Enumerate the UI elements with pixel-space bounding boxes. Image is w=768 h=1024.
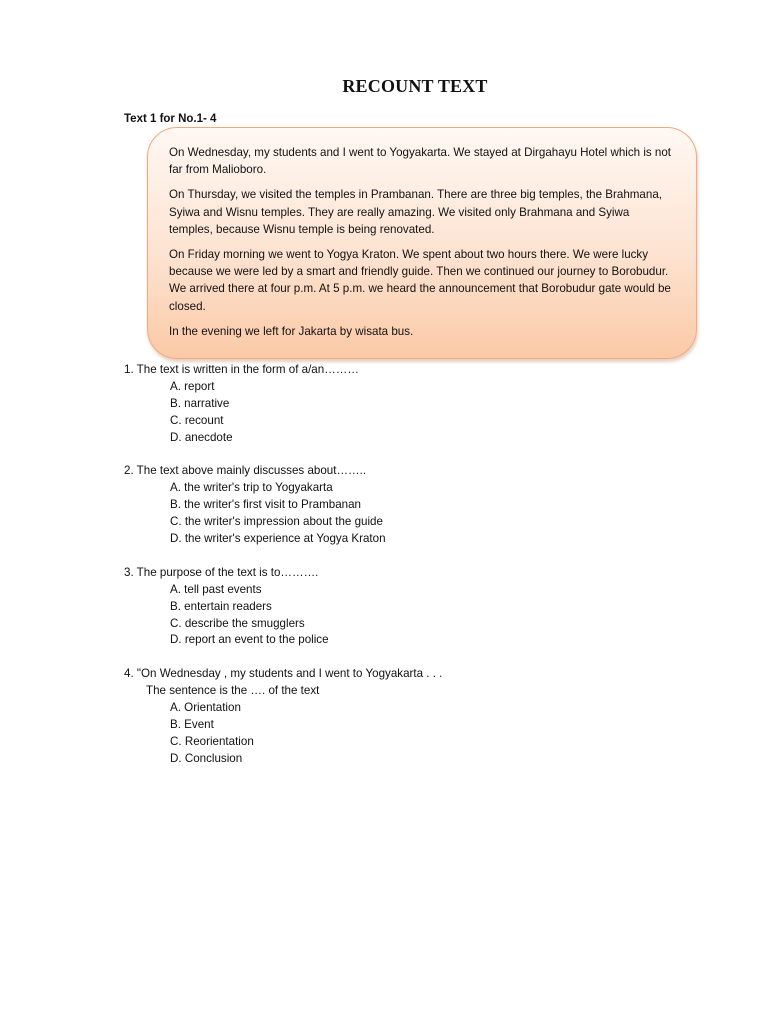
option-list <box>124 582 684 650</box>
option-c: C. the writer's impression about the guide <box>170 515 383 529</box>
option-b: B. the writer's first visit to Prambanan <box>170 498 361 512</box>
option-list <box>124 480 684 548</box>
option-d: D. Conclusion <box>170 751 243 765</box>
option-c: C. recount <box>170 413 224 427</box>
option-d: D. the writer's experience at Yogya Kraton <box>170 532 386 546</box>
option-c: C. describe the smugglers <box>170 616 305 630</box>
question-2 <box>124 463 684 548</box>
question-3 <box>124 565 684 650</box>
question-stem: 1. The text is written in the form of a/an……… <box>124 363 359 376</box>
story-box <box>147 127 697 359</box>
option-list <box>124 379 684 447</box>
option-list <box>124 700 684 768</box>
option-b: B. narrative <box>170 396 230 410</box>
page-title: RECOUNT TEXT <box>342 76 488 96</box>
option-b: B. entertain readers <box>170 599 272 613</box>
story-paragraph: On Thursday, we visited the temples in Prambanan. There are three big temples, the Brahmana, Syiwa and Wisnu temples. They are really amazing. We visited only Brahmana and Syiwa temples, because Wisnu temple is being renovated. <box>169 188 662 236</box>
question-1 <box>124 362 684 447</box>
story-paragraph: On Wednesday, my students and I went to Yogyakarta. We stayed at Dirgahayu Hotel which is not far from Malioboro. <box>169 146 672 177</box>
option-c: C. Reorientation <box>170 734 254 748</box>
story-paragraph: On Friday morning we went to Yogya Kraton. We spent about two hours there. We were lucky because we were led by a smart and friendly guide. Then we continued our journey to Borobudur. We arrived there at four p.m. At 5 p.m. we heard the announcement that Borobudur gate would be closed. <box>169 248 671 313</box>
text-subtitle: Text 1 for No.1- 4 <box>124 113 217 125</box>
question-stem-continued: The sentence is the …. of the text <box>146 684 320 698</box>
option-a: A. tell past events <box>170 582 262 596</box>
question-list <box>124 362 684 785</box>
option-a: A. the writer's trip to Yogyakarta <box>170 481 333 495</box>
option-a: A. report <box>170 379 215 393</box>
question-stem: 4. "On Wednesday , my students and I went to Yogyakarta . . . <box>124 667 443 681</box>
question-stem: 3. The purpose of the text is to………. <box>124 565 319 579</box>
question-stem: 2. The text above mainly discusses about…….. <box>124 464 367 478</box>
story-paragraph: In the evening we left for Jakarta by wisata bus. <box>169 324 414 338</box>
option-d: D. report an event to the police <box>170 633 329 647</box>
question-4 <box>124 666 684 767</box>
option-b: B. Event <box>170 717 214 731</box>
option-d: D. anecdote <box>170 430 233 444</box>
option-a: A. Orientation <box>170 701 241 715</box>
